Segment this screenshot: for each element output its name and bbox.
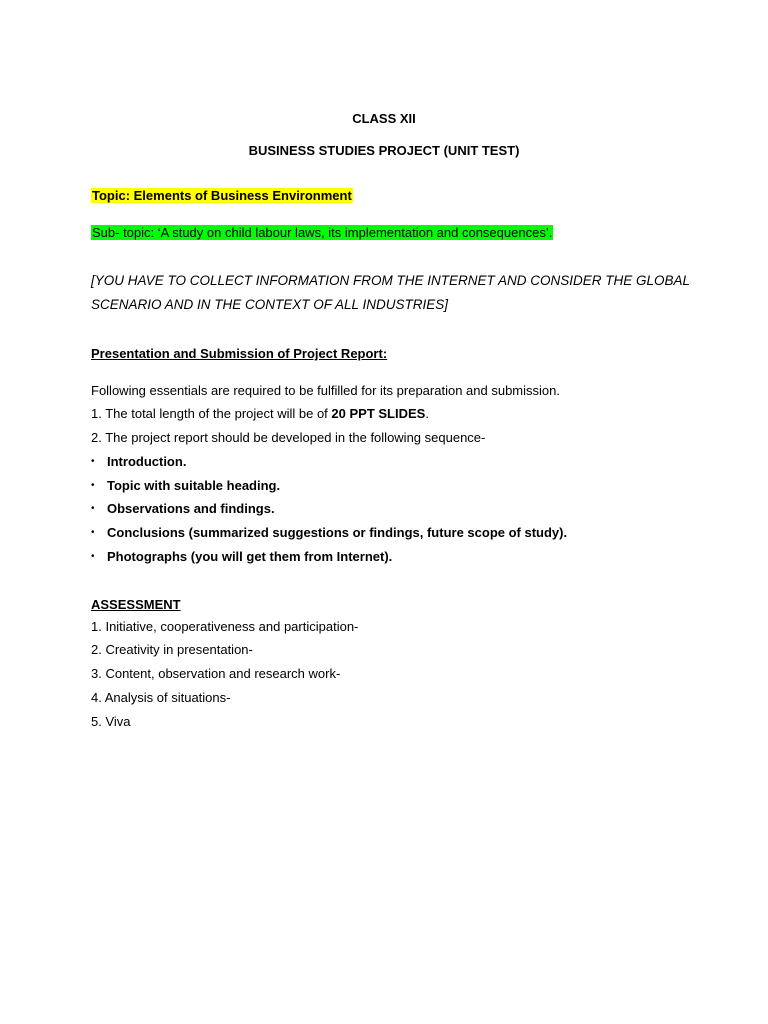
bullet-icon: • xyxy=(91,480,95,491)
assessment-item: 1. Initiative, cooperativeness and participation- xyxy=(91,619,359,634)
bullet-text: Conclusions (summarized suggestions or findings, future scope of study). xyxy=(107,525,568,540)
bullet-item xyxy=(91,453,186,470)
assessment-item: 5. Viva xyxy=(91,714,131,729)
topic-highlight: Topic: Elements of Business Environment xyxy=(92,188,352,203)
bullet-text: Photographs (you will get them from Internet). xyxy=(107,549,393,564)
bullet-icon: • xyxy=(91,527,95,538)
presentation-point-2: 2. The project report should be developed in the following sequence- xyxy=(91,430,486,445)
project-title: BUSINESS STUDIES PROJECT (UNIT TEST) xyxy=(248,143,520,158)
assessment-heading: ASSESSMENT xyxy=(91,597,181,612)
bullet-icon: • xyxy=(91,456,95,467)
bullet-item xyxy=(91,548,392,565)
assessment-item: 3. Content, observation and research work- xyxy=(91,666,341,681)
bullet-item xyxy=(91,477,280,494)
topic-line xyxy=(91,187,353,204)
assessment-item: 4. Analysis of situations- xyxy=(91,690,231,705)
class-title: CLASS XII xyxy=(352,111,416,126)
presentation-point-1 xyxy=(91,405,429,422)
subtopic-highlight: Sub- topic: ‘A study on child labour laws, its implementation and consequences’. xyxy=(92,225,553,240)
point1-prefix: 1. The total length of the project will be of xyxy=(91,406,332,421)
presentation-intro: Following essentials are required to be fulfilled for its preparation and submission. xyxy=(91,383,560,398)
bullet-text: Topic with suitable heading. xyxy=(107,478,281,493)
bullet-text: Introduction. xyxy=(107,454,187,469)
presentation-heading: Presentation and Submission of Project Report: xyxy=(91,346,388,361)
bullet-item xyxy=(91,524,567,541)
bullet-icon: • xyxy=(91,503,95,514)
bullet-item xyxy=(91,500,275,517)
point1-suffix: . xyxy=(425,406,429,421)
point1-bold: 20 PPT SLIDES xyxy=(331,406,426,421)
instruction-line-2: SCENARIO AND IN THE CONTEXT OF ALL INDUSTRIES] xyxy=(91,297,449,312)
bullet-text: Observations and findings. xyxy=(107,501,275,516)
subtopic-line xyxy=(91,224,553,241)
instruction-line-1: [YOU HAVE TO COLLECT INFORMATION FROM THE INTERNET AND CONSIDER THE GLOBAL xyxy=(91,273,691,288)
bullet-icon: • xyxy=(91,551,95,562)
assessment-item: 2. Creativity in presentation- xyxy=(91,642,253,657)
